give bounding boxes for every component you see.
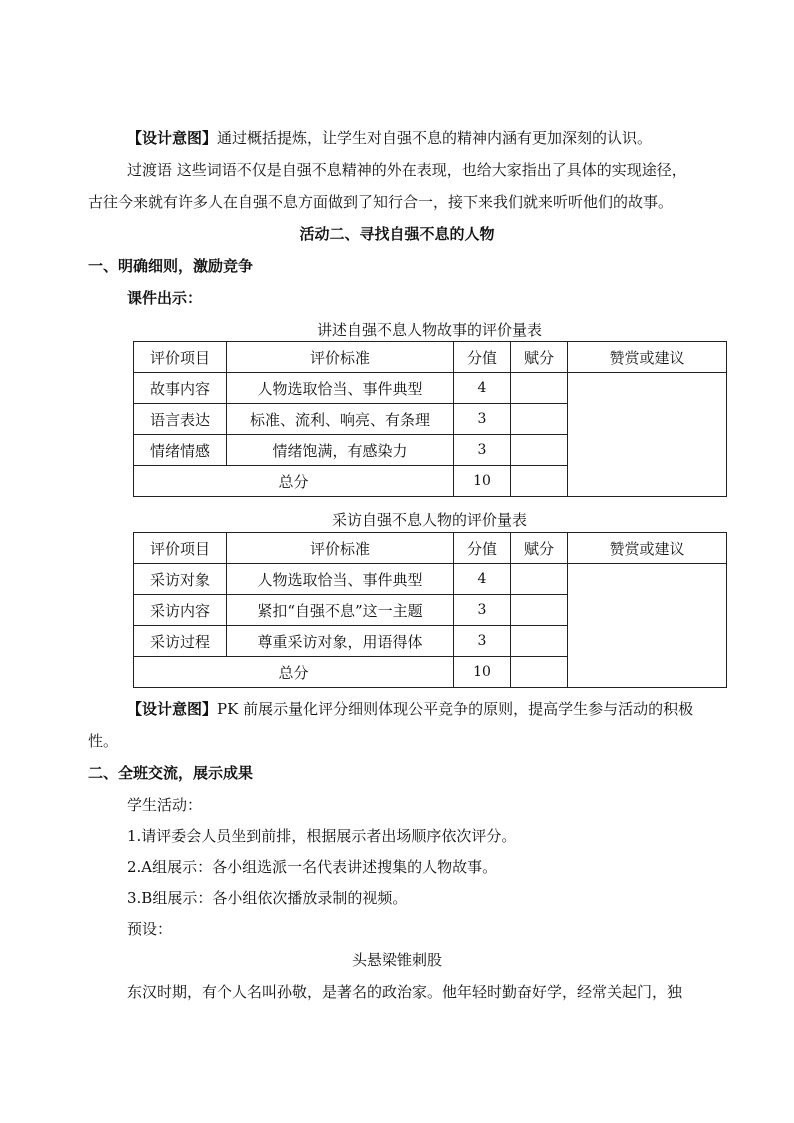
score-cell: 3 xyxy=(454,595,511,626)
header-cell: 评价标准 xyxy=(227,342,454,373)
score-cell: 4 xyxy=(454,373,511,404)
total-label-cell: 总分 xyxy=(134,657,454,688)
storytelling-rubric-table xyxy=(133,341,727,497)
transition-line-2: 古往今来就有许多人在自强不息方面做到了知行合一，接下来我们就来听听他们的故事。 xyxy=(88,193,674,211)
student-activity-label: 学生活动： xyxy=(127,796,203,814)
activity-step-2: 2.A组展示：各小组选派一名代表讲述搜集的人物故事。 xyxy=(127,858,498,876)
table-header-row xyxy=(134,533,727,564)
comment-cell xyxy=(568,373,727,497)
design-intent-label: 【设计意图】 xyxy=(127,129,218,147)
courseware-label: 课件出示： xyxy=(127,289,203,307)
total-given-cell xyxy=(511,466,568,497)
design-intent-continuation: 性。 xyxy=(88,732,119,750)
story-title: 头悬梁锥刺股 xyxy=(351,951,442,969)
header-cell: 评价项目 xyxy=(134,342,227,373)
score-cell: 3 xyxy=(454,435,511,466)
table2-caption: 采访自强不息人物的评价量表 xyxy=(331,511,527,529)
preset-label: 预设： xyxy=(127,920,173,938)
header-cell: 赋分 xyxy=(511,533,568,564)
design-intent-text: PK 前展示量化评分细则体现公平竞争的原则，提高学生参与活动的积极 xyxy=(217,700,694,718)
header-cell: 分值 xyxy=(454,342,511,373)
item-cell: 语言表达 xyxy=(134,404,227,435)
given-score-cell xyxy=(511,595,568,626)
table-row xyxy=(134,564,727,595)
standard-cell: 紧扣“自强不息”这一主题 xyxy=(227,595,454,626)
table-row xyxy=(134,373,727,404)
activity-step-3: 3.B组展示：各小组依次播放录制的视频。 xyxy=(127,889,408,907)
header-cell: 评价标准 xyxy=(227,533,454,564)
comment-cell xyxy=(568,564,727,688)
total-label-cell: 总分 xyxy=(134,466,454,497)
header-cell: 赞赏或建议 xyxy=(568,533,727,564)
interview-rubric-table xyxy=(133,532,727,688)
section-heading-2: 二、全班交流，展示成果 xyxy=(88,764,254,782)
header-cell: 分值 xyxy=(454,533,511,564)
item-cell: 故事内容 xyxy=(134,373,227,404)
design-intent-paragraph-1 xyxy=(127,128,652,148)
total-given-cell xyxy=(511,657,568,688)
header-cell: 赞赏或建议 xyxy=(568,342,727,373)
design-intent-label: 【设计意图】 xyxy=(127,700,218,718)
given-score-cell xyxy=(511,435,568,466)
item-cell: 情绪情感 xyxy=(134,435,227,466)
story-line-1: 东汉时期，有个人名叫孙敬，是著名的政治家。他年轻时勤奋好学，经常关起门，独 xyxy=(127,983,683,1001)
section-heading-1: 一、明确细则，激励竞争 xyxy=(88,257,254,275)
given-score-cell xyxy=(511,373,568,404)
standard-cell: 尊重采访对象，用语得体 xyxy=(227,626,454,657)
score-cell: 4 xyxy=(454,564,511,595)
total-score-cell: 10 xyxy=(454,657,511,688)
activity-title: 活动二、寻找自强不息的人物 xyxy=(299,225,495,243)
standard-cell: 人物选取恰当、事件典型 xyxy=(227,373,454,404)
design-intent-paragraph-2 xyxy=(127,699,693,719)
table-header-row xyxy=(134,342,727,373)
transition-line-1: 过渡语 这些词语不仅是自强不息精神的外在表现，也给大家指出了具体的实现途径， xyxy=(127,161,687,179)
item-cell: 采访过程 xyxy=(134,626,227,657)
item-cell: 采访对象 xyxy=(134,564,227,595)
given-score-cell xyxy=(511,404,568,435)
design-intent-text: 通过概括提炼，让学生对自强不息的精神内涵有更加深刻的认识。 xyxy=(217,129,653,147)
header-cell: 评价项目 xyxy=(134,533,227,564)
total-score-cell: 10 xyxy=(454,466,511,497)
activity-step-1: 1.请评委会人员坐到前排，根据展示者出场顺序依次评分。 xyxy=(127,827,517,845)
score-cell: 3 xyxy=(454,626,511,657)
standard-cell: 情绪饱满，有感染力 xyxy=(227,435,454,466)
item-cell: 采访内容 xyxy=(134,595,227,626)
table1-caption: 讲述自强不息人物故事的评价量表 xyxy=(316,321,542,339)
score-cell: 3 xyxy=(454,404,511,435)
given-score-cell xyxy=(511,626,568,657)
standard-cell: 人物选取恰当、事件典型 xyxy=(227,564,454,595)
given-score-cell xyxy=(511,564,568,595)
standard-cell: 标准、流利、响亮、有条理 xyxy=(227,404,454,435)
header-cell: 赋分 xyxy=(511,342,568,373)
